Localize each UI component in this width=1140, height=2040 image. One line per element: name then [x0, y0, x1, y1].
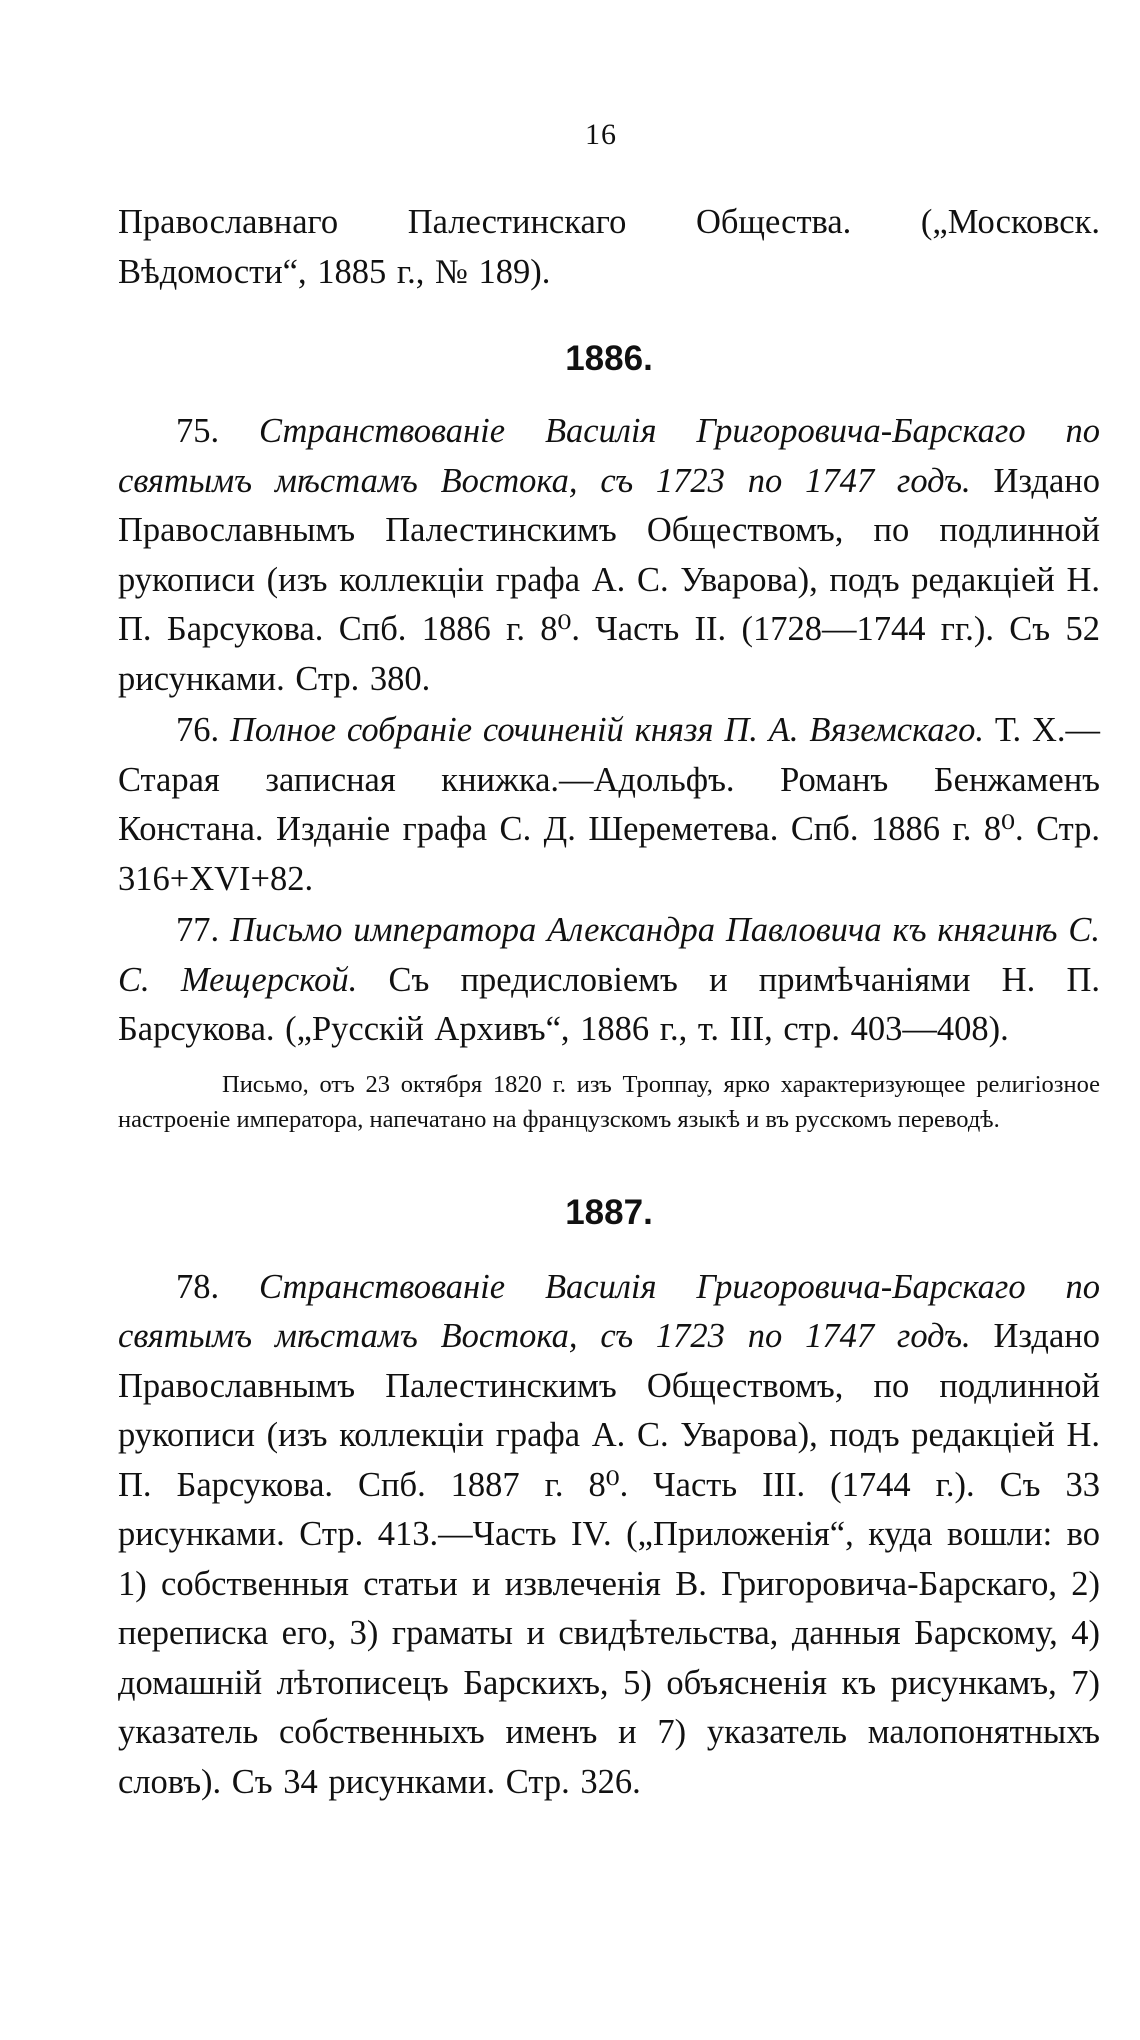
entry-75 — [118, 407, 1100, 704]
page-number: 16 — [585, 118, 617, 151]
entry-77 — [118, 906, 1100, 1055]
section-1886 — [118, 339, 1100, 1137]
entry-text: Съ предисловіемъ и примѣчаніями Н. П. Барсукова. („Русскій Архивъ“, 1886 г., т. III, стр. 403—408). — [118, 960, 1101, 1048]
entry-text: Т. X.—Старая записная книжка.—Адольфъ. Романъ Бенжаменъ Констана. Изданіе графа С. Д. Шереметева. Спб. 1886 г. 8⁰. Стр. 316+XVI+82. — [118, 711, 1100, 898]
year-heading: 1887. — [565, 1192, 653, 1232]
entry-number: 76. — [176, 711, 220, 749]
entry-76 — [118, 706, 1100, 904]
year-heading: 1886. — [565, 339, 653, 378]
entry-note — [118, 1067, 1100, 1137]
entry-title: Странствованіе Василія Григоровича-Барскаго по святымъ мѣстамъ Востока, съ 1723 по 1747 годъ. — [118, 1267, 1100, 1355]
section-1887 — [118, 1193, 1100, 1808]
entry-number: 78. — [176, 1267, 220, 1306]
entry-note-text: Письмо, отъ 23 октября 1820 г. изъ Троппау, ярко характеризующее религіозное настроеніе императора, напечатано на французскомъ языкѣ и въ русскомъ переводѣ. — [118, 1070, 1100, 1133]
entry-number: 75. — [176, 412, 220, 450]
entry-text: Издано Православнымъ Палестинскимъ Обществомъ, по подлинной рукописи (изъ коллекціи графа А. С. Уварова), подъ редакціей Н. П. Барсукова. Спб. 1887 г. 8⁰. Часть III. (1744 г.). Съ 33 рисунками. Стр. 413.—Часть IV. („Приложенія“, куда вошли: во 1) собственныя статьи и извлеченія В. Григоровича-Барскаго, 2) переписка его, 3) граматы и свидѣтельства, данныя Барскому, 4) домашній лѣтописецъ Барскихъ, 5) объясненія къ рисункамъ, 7) указатель собственныхъ именъ и 7) указатель малопонятныхъ словъ). Съ 34 рисунками. Стр. 326. — [118, 1317, 1101, 1801]
entry-text: Издано Православнымъ Палестинскимъ Обществомъ, по подлинной рукописи (изъ коллекціи графа А. С. Уварова), подъ редакціей Н. П. Барсукова. Спб. 1886 г. 8⁰. Часть II. (1728—1744 гг.). Съ 52 рисунками. Стр. 380. — [118, 461, 1101, 698]
entry-title: Странствованіе Василія Григоровича-Барскаго по святымъ мѣстамъ Востока, съ 1723 по 1747 годъ. — [118, 412, 1100, 500]
entry-number: 77. — [176, 911, 220, 949]
intro-paragraph: Православнаго Палестинскаго Общества. („Московск. Вѣдомости“, 1885 г., № 189). — [118, 203, 1100, 291]
entry-title: Письмо императора Александра Павловича къ княгинѣ С. С. Мещерской. — [118, 911, 1101, 999]
entry-78 — [118, 1263, 1100, 1808]
entry-title: Полное собраніе сочиненій князя П. А. Вяземскаго. — [230, 711, 984, 749]
page-content — [118, 198, 1100, 1807]
